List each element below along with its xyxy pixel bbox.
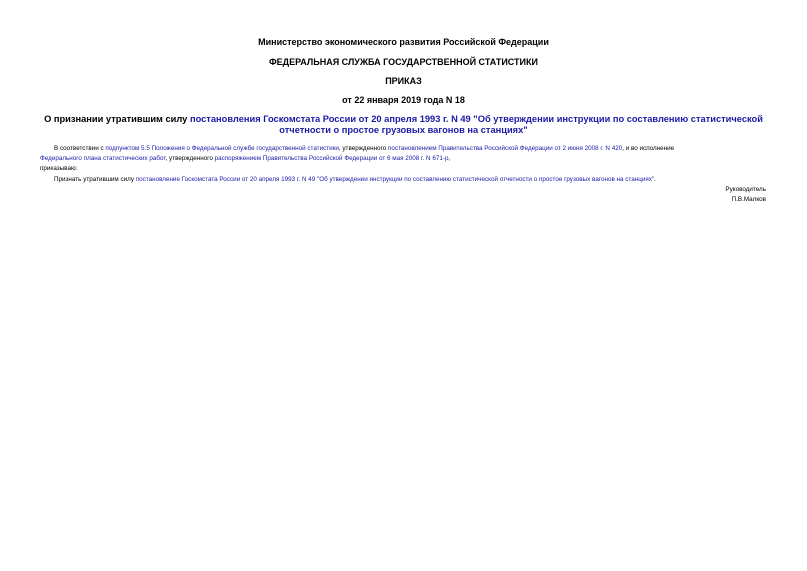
p1-link-government-decree[interactable]: постановлением Правительства Российской Федерации от 2 июня 2008 г. N 420 (387, 145, 623, 152)
p2-link-resolution[interactable]: постановление Госкомстата России от 20 апреля 1993 г. N 49 "Об утверждении инструкции по составлению статистической отчетности о простое грузовых вагонов на станциях" (135, 176, 655, 183)
p1-text-a: В соответствии с (54, 145, 106, 152)
signature-position: Руководитель (725, 186, 766, 193)
order-date-number: от 22 января 2019 года N 18 (342, 95, 465, 105)
p1-link-regulation[interactable]: подпунктом 5.5 Положения о Федеральной службе государственной статистики (105, 145, 339, 152)
signature-name: П.В.Малков (731, 196, 766, 203)
p2-text-a: Признать утратившим силу (54, 176, 136, 183)
p1-text-b: , утвержденного (338, 145, 388, 152)
paragraph-2 (54, 176, 656, 184)
p1-text-d: , утвержденного (165, 155, 215, 162)
paragraph-1-line-1 (54, 145, 674, 153)
p1-text-c: , и во исполнение (622, 145, 675, 152)
order-heading: ПРИКАЗ (385, 76, 422, 86)
p1-link-government-order[interactable]: распоряжением Правительства Российской Федерации от 6 мая 2008 г. N 671-р (214, 155, 449, 162)
service-heading: ФЕДЕРАЛЬНАЯ СЛУЖБА ГОСУДАРСТВЕННОЙ СТАТИСТИКИ (269, 57, 538, 67)
order-word: приказываю: (40, 165, 78, 172)
title-prefix: О признании утратившим силу (44, 114, 190, 124)
p1-link-federal-plan[interactable]: Федерального плана статистических работ (40, 155, 166, 162)
paragraph-1-line-2 (40, 155, 450, 163)
ministry-heading: Министерство экономического развития Российской Федерации (258, 37, 549, 47)
p1-text-e: , (448, 155, 451, 162)
document-title (40, 114, 767, 136)
title-link[interactable]: постановления Госкомстата России от 20 апреля 1993 г. N 49 "Об утверждении инструкции по составлению статистической отчетности о простое грузовых вагонов на станциях" (189, 114, 763, 135)
p2-text-b: . (654, 176, 656, 183)
